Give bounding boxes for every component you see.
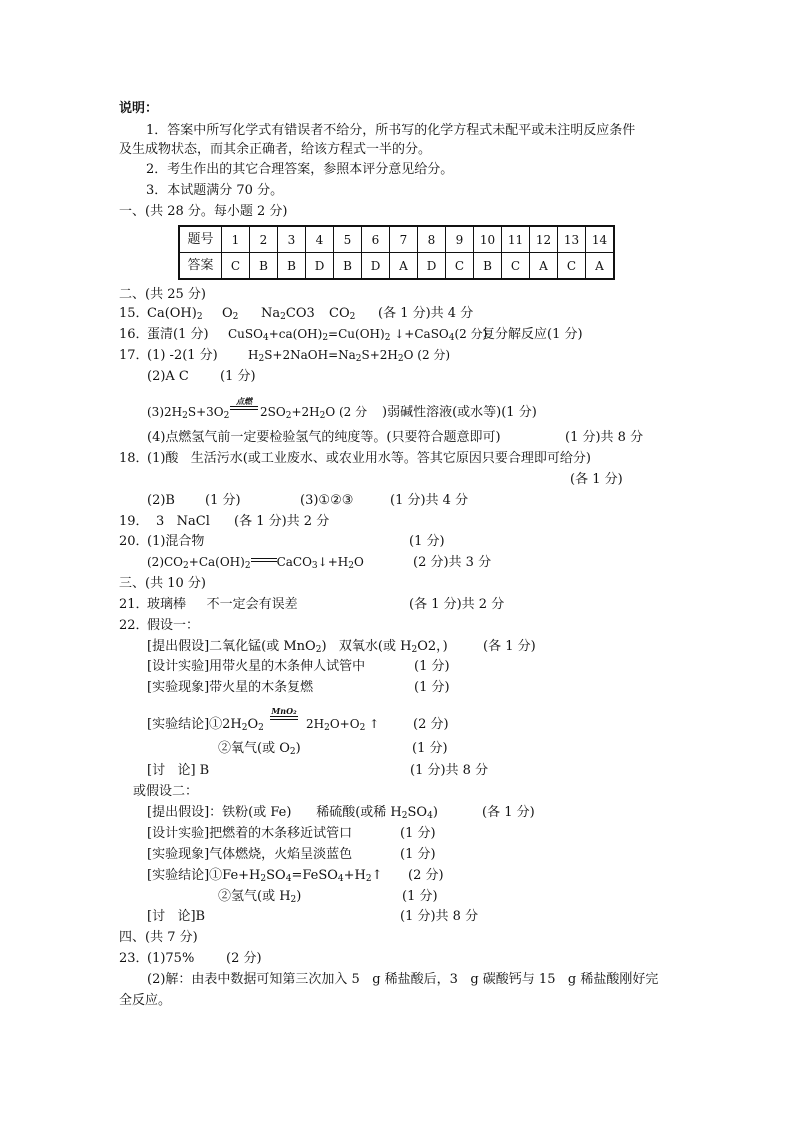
table-cell: 3: [278, 226, 306, 253]
q16-reaction-type: 复分解反应(1 分): [482, 327, 583, 342]
q23-part-2-line-2: 全反应。: [119, 993, 172, 1008]
q20-equation: (2)CO2+Ca(OH)2 CaCO3↓+H2O: [147, 555, 364, 571]
q17-part-3-reactants: (3)2H2S+3O2: [147, 405, 230, 421]
q16-equation: CuSO4+ca(OH)2=Cu(OH)2 ↓+CaSO4(2 分): [228, 327, 488, 343]
q15-answer-1: Ca(OH)2: [147, 306, 203, 322]
q15-answer-2: O2: [222, 306, 239, 322]
table-cell: 14: [586, 226, 615, 253]
answer-table-number-row: [179, 226, 614, 253]
table-cell: B: [334, 253, 362, 280]
q23-part-2-line-1: (2)解：由表中数据可知第三次加入 5 g 稀盐酸后，3 g 碳酸钙与 15 g 稀盐酸刚好完: [147, 972, 659, 987]
table-cell: 12: [530, 226, 558, 253]
q22-h1-conclusion-product: 2H2O+O2 ↑: [306, 717, 380, 733]
table-cell: 2: [250, 226, 278, 253]
q19-number: 19．: [119, 514, 149, 529]
table-cell: 11: [502, 226, 530, 253]
q22-h1-phenomenon-score: (1 分): [414, 680, 450, 695]
table-cell: 13: [558, 226, 586, 253]
q21-score: (各 1 分)共 2 分: [409, 597, 505, 612]
q19-answer: 3 NaCl: [156, 514, 210, 529]
table-cell: 1: [222, 226, 250, 253]
q21-number: 21．: [119, 597, 149, 612]
q22-h2-score: (1 分)共 8 分: [400, 909, 479, 924]
q23-number: 23．: [119, 951, 149, 966]
table-cell: B: [250, 253, 278, 280]
q19-score: (各 1 分)共 2 分: [234, 514, 330, 529]
q22-h2-design: [设计实验]把燃着的木条移近试管口: [147, 826, 353, 841]
q22-h1-hypothesis-score: (各 1 分): [483, 639, 536, 654]
table-cell: D: [306, 253, 334, 280]
q17-part-1: (1) -2(1 分): [147, 348, 218, 363]
q22-h2-phenomenon: [实验现象]气体燃烧，火焰呈淡蓝色: [147, 847, 353, 862]
q20-score: (2 分)共 3 分: [413, 555, 492, 570]
table-cell: 5: [334, 226, 362, 253]
q20-number: 20．: [119, 534, 149, 549]
q15-answer-3: Na2CO3: [261, 306, 315, 322]
q22-h1-score: (1 分)共 8 分: [410, 763, 489, 778]
table-cell: 6: [362, 226, 390, 253]
q22-hypothesis-2-heading: 或假设二：: [133, 784, 199, 799]
q22-h2-conclusion: [实验结论]①Fe+H2SO4=FeSO4+H2↑: [147, 868, 383, 884]
q22-hypothesis-1-heading: 假设一：: [147, 618, 200, 633]
table-cell: B: [474, 253, 502, 280]
q17-equation-1: H2S+2NaOH=Na2S+2H2O (2 分): [248, 348, 451, 364]
q22-h1-design-score: (1 分): [414, 659, 450, 674]
q22-h1-gas-score: (1 分): [412, 741, 448, 756]
q16-answer-1: 蛋清(1 分): [147, 327, 209, 342]
table-cell: C: [502, 253, 530, 280]
q22-h1-conclusion-reactant: [实验结论]①2H2O2: [147, 717, 264, 733]
table-cell: C: [558, 253, 586, 280]
q17-part-2-score: (1 分): [220, 369, 256, 384]
table-cell: C: [222, 253, 250, 280]
q17-part-3-answer: )弱碱性溶液(或水等)(1 分): [382, 405, 537, 420]
q16-number: 16．: [119, 327, 149, 342]
q17-number: 17．: [119, 348, 149, 363]
answer-table-answer-row: [179, 253, 614, 280]
table-cell: A: [530, 253, 558, 280]
table-cell: D: [362, 253, 390, 280]
q17-part-3-products: 2SO2+2H2O (2 分: [260, 405, 368, 421]
part-2-heading: 二、(共 25 分): [119, 287, 206, 302]
table-cell: D: [418, 253, 446, 280]
q18-part-1: (1)酸 生活污水(或工业废水、或农业用水等。答其它原因只要合理即可给分): [147, 451, 591, 466]
q22-h2-discussion: [讨 论]B: [147, 909, 206, 924]
q22-h2-hypothesis-score: (各 1 分): [482, 805, 535, 820]
row-label-answer: 答案: [179, 253, 222, 280]
part-1-heading: 一、(共 28 分。每小题 2 分): [119, 204, 288, 219]
q20-part-1: (1)混合物: [147, 534, 205, 549]
note-1-line-2: 及生成物状态，而其余正确者，给该方程式一半的分。: [119, 142, 432, 157]
table-cell: C: [446, 253, 474, 280]
q22-h1-hypothesis: [提出假设]二氧化锰(或 MnO2) 双氧水(或 H2O2，): [147, 639, 448, 655]
table-cell: 4: [306, 226, 334, 253]
q22-h1-gas: ②氧气(或 O2): [218, 741, 301, 757]
notes-heading: 说明：: [119, 101, 159, 116]
q22-h2-hypothesis: [提出假设]：铁粉(或 Fe) 稀硫酸(或稀 H2SO4): [147, 805, 438, 821]
q17-part-2: (2)A C: [147, 369, 189, 384]
part-3-heading: 三、(共 10 分): [119, 576, 206, 591]
q20-part-1-score: (1 分): [409, 534, 445, 549]
q18-part-2-score: (1 分): [205, 493, 241, 508]
q22-h2-gas-score: (1 分): [402, 889, 438, 904]
q22-h1-discussion: [讨 论] B: [147, 763, 210, 778]
reaction-condition-ignite: 点燃: [230, 397, 258, 410]
row-label-number: 题号: [179, 226, 222, 253]
q23-part-1-score: (2 分): [226, 951, 262, 966]
q23-part-1: (1)75%: [147, 951, 195, 966]
q22-h1-design: [设计实验]用带火星的木条伸人试管中: [147, 659, 366, 674]
table-cell: 10: [474, 226, 502, 253]
q15-score: (各 1 分)共 4 分: [378, 306, 474, 321]
q18-part-2: (2)B: [147, 493, 175, 508]
q22-h1-phenomenon: [实验现象]带火星的木条复燃: [147, 680, 314, 695]
q15-number: 15．: [119, 306, 149, 321]
q22-h2-gas: ②氢气(或 H2): [218, 889, 302, 905]
q22-h2-phenomenon-score: (1 分): [400, 847, 436, 862]
q17-part-4: (4)点燃氢气前一定要检验氢气的纯度等。(只要符合题意即可): [147, 430, 501, 445]
note-1-line-1: 1．答案中所写化学式有错误者不给分，所书写的化学方程式未配平或未注明反应条件: [146, 123, 636, 138]
q22-h1-conclusion-score: (2 分): [413, 717, 449, 732]
q22-h2-conclusion-score: (2 分): [408, 868, 444, 883]
q22-number: 22．: [119, 618, 149, 633]
q22-h2-design-score: (1 分): [400, 826, 436, 841]
q18-part-1-score: (各 1 分): [570, 472, 623, 487]
table-cell: B: [278, 253, 306, 280]
q15-answer-4: CO2: [329, 306, 356, 322]
table-cell: 7: [390, 226, 418, 253]
note-2: 2．考生作出的其它合理答案，参照本评分意见给分。: [146, 162, 454, 177]
q18-number: 18．: [119, 451, 149, 466]
reaction-condition-catalyst: MnO₂: [270, 707, 298, 720]
table-cell: 9: [446, 226, 474, 253]
q18-part-3: (3)①②③: [300, 493, 354, 508]
table-cell: 8: [418, 226, 446, 253]
q18-score: (1 分)共 4 分: [390, 493, 469, 508]
answer-table: [178, 225, 615, 280]
table-cell: A: [390, 253, 418, 280]
q21-answer: 玻璃棒 不一定会有误差: [147, 597, 298, 612]
part-4-heading: 四、(共 7 分): [119, 930, 198, 945]
table-cell: A: [586, 253, 615, 280]
q17-score: (1 分)共 8 分: [565, 430, 644, 445]
note-3: 3．本试题满分 70 分。: [146, 183, 284, 198]
